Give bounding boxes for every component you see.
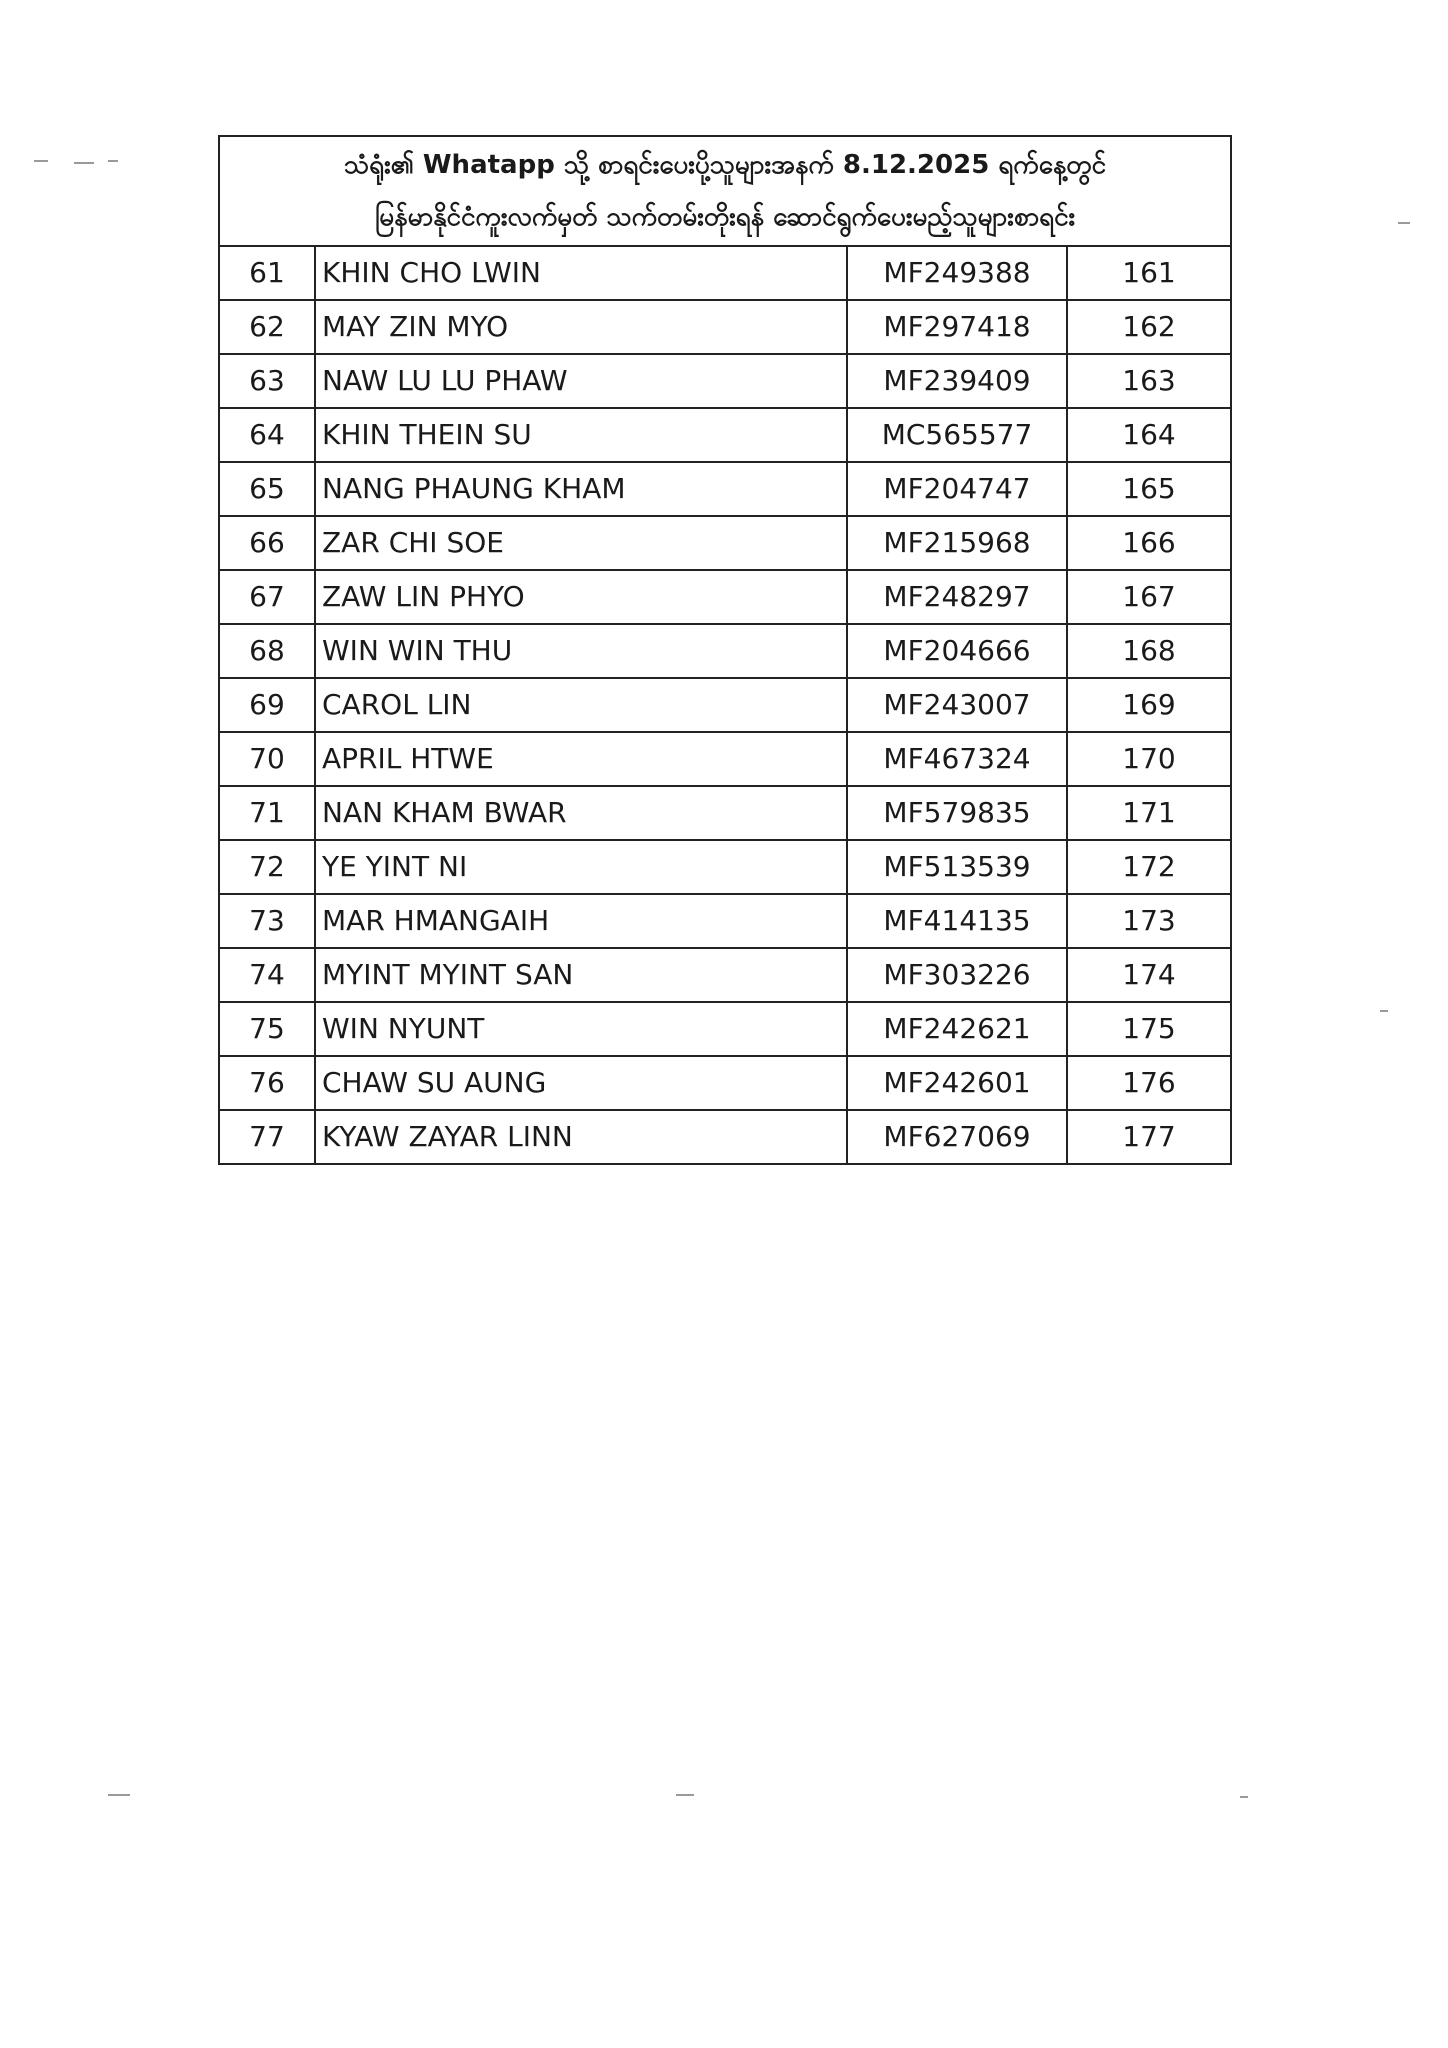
row-number: 62 [219, 300, 315, 354]
applicant-name: WIN NYUNT [315, 1002, 847, 1056]
applicant-name: NAW LU LU PHAW [315, 354, 847, 408]
row-number: 64 [219, 408, 315, 462]
scan-speck [1240, 1796, 1248, 1798]
reference-number: 165 [1067, 462, 1231, 516]
document-title [219, 136, 1231, 246]
table-row [219, 462, 1231, 516]
passport-number: MF215968 [847, 516, 1067, 570]
reference-number: 171 [1067, 786, 1231, 840]
table-row [219, 516, 1231, 570]
row-number: 70 [219, 732, 315, 786]
reference-number: 174 [1067, 948, 1231, 1002]
reference-number: 170 [1067, 732, 1231, 786]
applicant-name: ZAR CHI SOE [315, 516, 847, 570]
applicant-name: CHAW SU AUNG [315, 1056, 847, 1110]
title-row [219, 136, 1231, 246]
reference-number: 162 [1067, 300, 1231, 354]
table-row [219, 1002, 1231, 1056]
passport-number: MF249388 [847, 246, 1067, 300]
passport-number: MF303226 [847, 948, 1067, 1002]
reference-number: 168 [1067, 624, 1231, 678]
applicant-name: CAROL LIN [315, 678, 847, 732]
table-row [219, 1056, 1231, 1110]
reference-number: 163 [1067, 354, 1231, 408]
row-number: 76 [219, 1056, 315, 1110]
applicant-name: NAN KHAM BWAR [315, 786, 847, 840]
table-row [219, 246, 1231, 300]
row-number: 63 [219, 354, 315, 408]
title-line-1: သံရုံး၏ Whatapp သို့ စာရင်းပေးပို့သူများအနက် 8.12.2025 ရက်နေ့တွင် [344, 150, 1107, 180]
applicant-name: YE YINT NI [315, 840, 847, 894]
table-row [219, 408, 1231, 462]
table-body [219, 136, 1231, 1164]
table-row [219, 624, 1231, 678]
passport-number: MF242621 [847, 1002, 1067, 1056]
table-row [219, 678, 1231, 732]
applicant-name: MAY ZIN MYO [315, 300, 847, 354]
scan-speck [108, 160, 118, 162]
table-row [219, 570, 1231, 624]
row-number: 67 [219, 570, 315, 624]
applicant-name: KHIN THEIN SU [315, 408, 847, 462]
table-row [219, 948, 1231, 1002]
reference-number: 173 [1067, 894, 1231, 948]
table-row [219, 894, 1231, 948]
applicant-name: KYAW ZAYAR LINN [315, 1110, 847, 1164]
row-number: 66 [219, 516, 315, 570]
scan-speck [74, 162, 94, 164]
scan-speck [1398, 222, 1410, 224]
row-number: 61 [219, 246, 315, 300]
passport-number: MF579835 [847, 786, 1067, 840]
row-number: 74 [219, 948, 315, 1002]
table-row [219, 786, 1231, 840]
scan-speck [676, 1794, 694, 1796]
reference-number: 166 [1067, 516, 1231, 570]
passport-number: MF513539 [847, 840, 1067, 894]
passport-number: MF242601 [847, 1056, 1067, 1110]
applicant-name: ZAW LIN PHYO [315, 570, 847, 624]
passport-number: MF248297 [847, 570, 1067, 624]
reference-number: 164 [1067, 408, 1231, 462]
applicant-name: MYINT MYINT SAN [315, 948, 847, 1002]
row-number: 77 [219, 1110, 315, 1164]
table-row [219, 732, 1231, 786]
scan-speck [34, 160, 48, 162]
reference-number: 177 [1067, 1110, 1231, 1164]
reference-number: 169 [1067, 678, 1231, 732]
row-number: 65 [219, 462, 315, 516]
passport-number: MF297418 [847, 300, 1067, 354]
reference-number: 167 [1067, 570, 1231, 624]
applicant-name: MAR HMANGAIH [315, 894, 847, 948]
table-row [219, 354, 1231, 408]
reference-number: 175 [1067, 1002, 1231, 1056]
passport-number: MF239409 [847, 354, 1067, 408]
passport-number: MC565577 [847, 408, 1067, 462]
passport-number: MF627069 [847, 1110, 1067, 1164]
row-number: 69 [219, 678, 315, 732]
passport-number: MF243007 [847, 678, 1067, 732]
reference-number: 172 [1067, 840, 1231, 894]
row-number: 72 [219, 840, 315, 894]
passport-renewal-list-table [218, 135, 1232, 1165]
passport-number: MF204747 [847, 462, 1067, 516]
scan-speck [1380, 1010, 1388, 1012]
title-line-2: မြန်မာနိုင်ငံကူးလက်မှတ် သက်တမ်းတိုးရန် ဆောင်ရွက်ပေးမည့်သူများစာရင်း [374, 202, 1076, 232]
row-number: 75 [219, 1002, 315, 1056]
applicant-name: APRIL HTWE [315, 732, 847, 786]
scan-speck [108, 1794, 130, 1796]
table-row [219, 840, 1231, 894]
table-row [219, 1110, 1231, 1164]
row-number: 68 [219, 624, 315, 678]
applicant-name: WIN WIN THU [315, 624, 847, 678]
applicant-name: KHIN CHO LWIN [315, 246, 847, 300]
reference-number: 161 [1067, 246, 1231, 300]
passport-number: MF204666 [847, 624, 1067, 678]
applicant-name: NANG PHAUNG KHAM [315, 462, 847, 516]
reference-number: 176 [1067, 1056, 1231, 1110]
table-row [219, 300, 1231, 354]
row-number: 71 [219, 786, 315, 840]
passport-number: MF414135 [847, 894, 1067, 948]
row-number: 73 [219, 894, 315, 948]
passport-number: MF467324 [847, 732, 1067, 786]
